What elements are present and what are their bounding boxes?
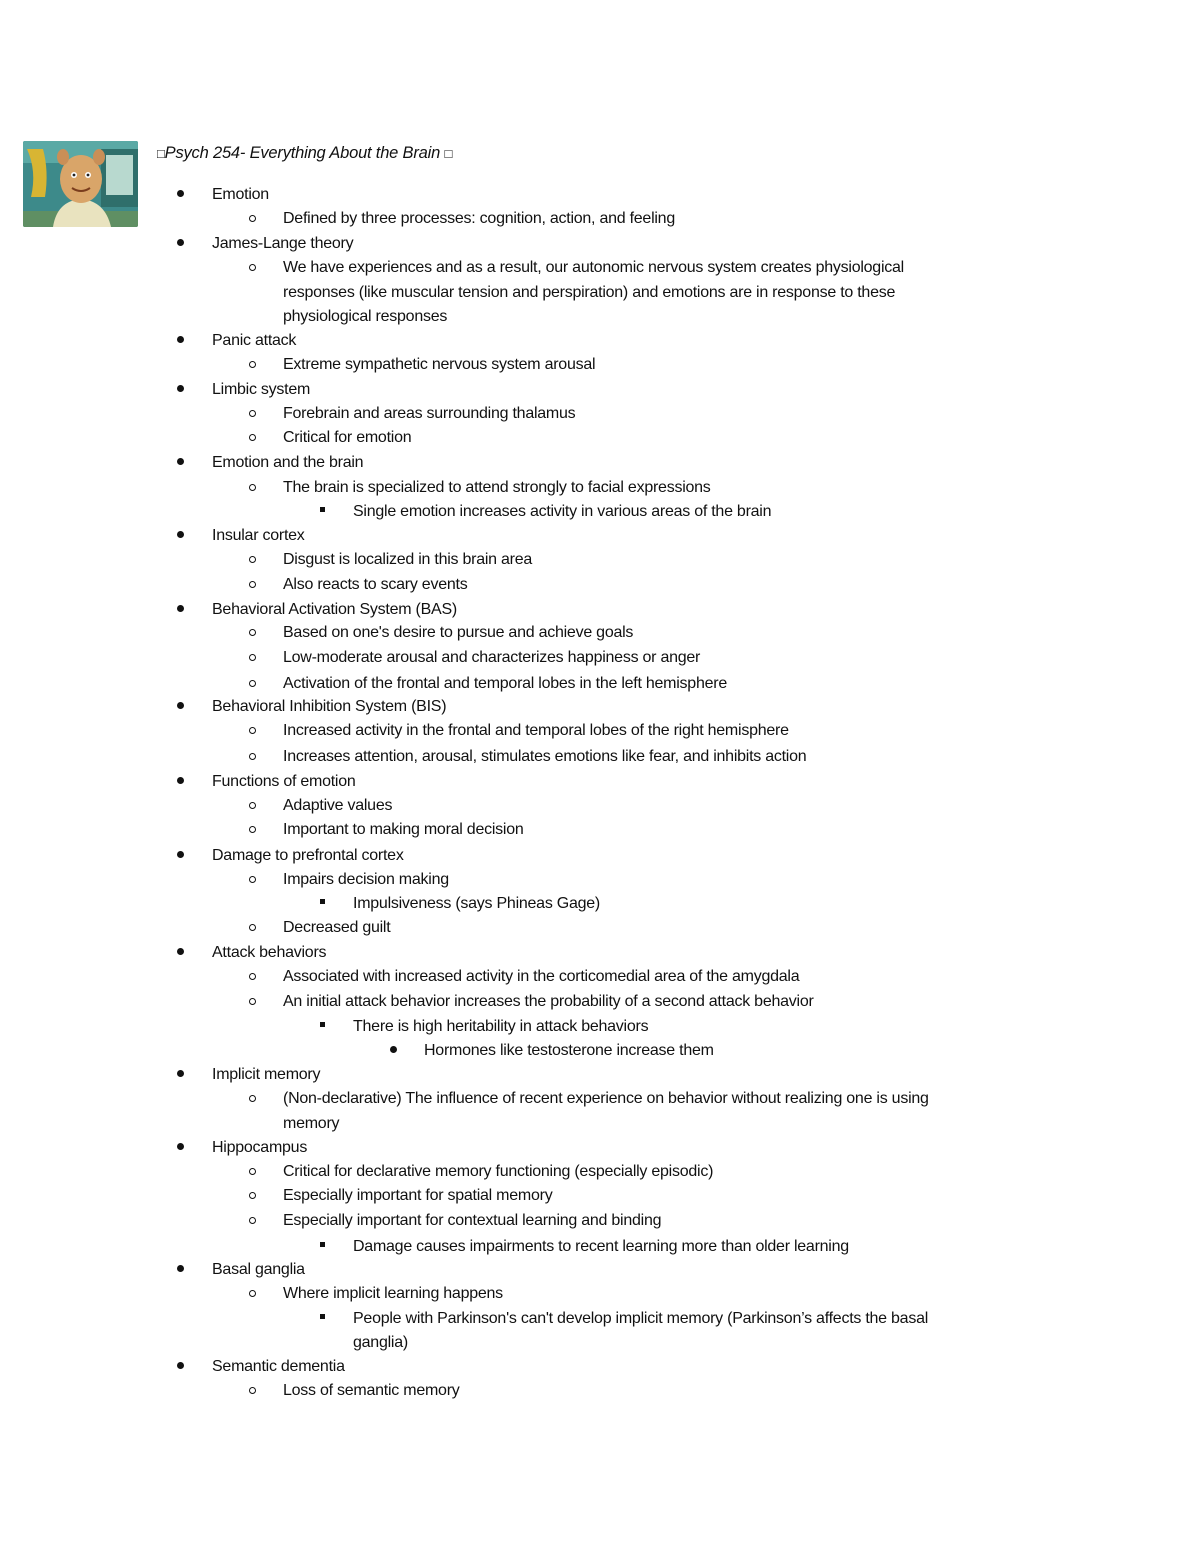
bullet-circle-icon (249, 215, 256, 222)
list-item-level-1: Attack behaviors (212, 944, 327, 961)
list-item-level-2: Impairs decision making (283, 871, 449, 888)
bullet-circle-icon (249, 1387, 256, 1394)
list-item-level-4: Hormones like testosterone increase them (424, 1042, 714, 1059)
list-item-continuation: memory (283, 1115, 340, 1132)
list-item-level-2: Adaptive values (283, 797, 393, 814)
list-item-level-2: Especially important for spatial memory (283, 1187, 553, 1204)
list-item-level-3: People with Parkinson's can't develop implicit memory (Parkinson’s affects the basal (353, 1310, 929, 1327)
bullet-circle-icon (249, 802, 256, 809)
list-item-level-2: Where implicit learning happens (283, 1285, 503, 1302)
list-item-level-1: Behavioral Inhibition System (BIS) (212, 698, 447, 715)
bullet-circle-icon (249, 434, 256, 441)
list-item-level-1: Damage to prefrontal cortex (212, 847, 404, 864)
bullet-disc-icon (177, 1143, 184, 1150)
list-item-level-1: Implicit memory (212, 1066, 321, 1083)
bullet-circle-icon (249, 924, 256, 931)
list-item-level-2: Critical for emotion (283, 429, 412, 446)
list-item-level-2: The brain is specialized to attend strongly to facial expressions (283, 479, 711, 496)
list-item-level-2: Loss of semantic memory (283, 1382, 460, 1399)
bullet-circle-icon (249, 680, 256, 687)
list-item-level-2: Especially important for contextual learning and binding (283, 1212, 662, 1229)
list-item-continuation: physiological responses (283, 308, 448, 325)
bullet-disc-icon (177, 777, 184, 784)
bullet-disc-icon (177, 336, 184, 343)
list-item-level-2: Extreme sympathetic nervous system arousal (283, 356, 596, 373)
bullet-circle-icon (249, 826, 256, 833)
bullet-circle-icon (249, 410, 256, 417)
list-item-level-2: Forebrain and areas surrounding thalamus (283, 405, 576, 422)
bullet-circle-icon (249, 264, 256, 271)
bullet-circle-icon (249, 753, 256, 760)
bullet-disc-icon (177, 458, 184, 465)
bullet-circle-icon (249, 876, 256, 883)
bullet-circle-icon (249, 1217, 256, 1224)
list-item-level-2: Based on one's desire to pursue and achieve goals (283, 624, 634, 641)
list-item-level-1: Panic attack (212, 332, 297, 349)
list-item-level-2: Associated with increased activity in the corticomedial area of the amygdala (283, 968, 800, 985)
list-item-level-3: Single emotion increases activity in various areas of the brain (353, 503, 772, 520)
list-item-level-2: Activation of the frontal and temporal lobes in the left hemisphere (283, 675, 727, 692)
bullet-circle-icon (249, 484, 256, 491)
bullet-disc-icon (177, 948, 184, 955)
bullet-square-icon (320, 507, 325, 512)
page-title (157, 143, 452, 164)
list-item-level-1: Hippocampus (212, 1139, 308, 1156)
list-item-level-2: Disgust is localized in this brain area (283, 551, 533, 568)
bullet-disc-icon (177, 851, 184, 858)
bullet-circle-icon (249, 654, 256, 661)
bullet-square-icon (320, 899, 325, 904)
list-item-level-3: There is high heritability in attack behaviors (353, 1018, 649, 1035)
list-item-level-2: Important to making moral decision (283, 821, 524, 838)
list-item-level-1: Insular cortex (212, 527, 305, 544)
list-item-level-1: Behavioral Activation System (BAS) (212, 601, 457, 618)
box-glyph-icon: □ (444, 146, 453, 161)
list-item-level-1: James-Lange theory (212, 235, 354, 252)
list-item-continuation: ganglia) (353, 1334, 408, 1351)
bullet-disc-icon (177, 239, 184, 246)
box-glyph-icon: □ (157, 146, 165, 161)
bullet-disc-icon (177, 1265, 184, 1272)
list-item-level-1: Emotion and the brain (212, 454, 364, 471)
bullet-circle-icon (249, 1168, 256, 1175)
list-item-level-2: Decreased guilt (283, 919, 391, 936)
bullet-circle-icon (249, 973, 256, 980)
bullet-disc-icon (390, 1046, 397, 1053)
bullet-square-icon (320, 1314, 325, 1319)
bullet-disc-icon (177, 531, 184, 538)
list-item-level-2: Defined by three processes: cognition, action, and feeling (283, 210, 675, 227)
bullet-disc-icon (177, 385, 184, 392)
list-item-level-2: Also reacts to scary events (283, 576, 468, 593)
bullet-disc-icon (177, 190, 184, 197)
bullet-disc-icon (177, 605, 184, 612)
bullet-circle-icon (249, 1192, 256, 1199)
list-item-level-2: An initial attack behavior increases the probability of a second attack behavior (283, 993, 814, 1010)
list-item-level-2: (Non-declarative) The influence of recent experience on behavior without realizing one is using (283, 1090, 929, 1107)
bullet-circle-icon (249, 556, 256, 563)
list-item-level-1: Emotion (212, 186, 269, 203)
bullet-circle-icon (249, 1095, 256, 1102)
list-item-level-2: Critical for declarative memory functioning (especially episodic) (283, 1163, 714, 1180)
list-item-level-1: Semantic dementia (212, 1358, 345, 1375)
list-item-level-2: We have experiences and as a result, our autonomic nervous system creates physiological (283, 259, 904, 276)
bullet-disc-icon (177, 1070, 184, 1077)
bullet-circle-icon (249, 361, 256, 368)
list-item-level-1: Basal ganglia (212, 1261, 305, 1278)
arthur-cartoon-image (23, 141, 138, 227)
page-title-text: Psych 254- Everything About the Brain (164, 144, 445, 162)
list-item-level-3: Damage causes impairments to recent learning more than older learning (353, 1238, 849, 1255)
list-item-level-1: Functions of emotion (212, 773, 356, 790)
bullet-square-icon (320, 1242, 325, 1247)
bullet-circle-icon (249, 998, 256, 1005)
list-item-level-3: Impulsiveness (says Phineas Gage) (353, 895, 600, 912)
list-item-level-2: Increases attention, arousal, stimulates emotions like fear, and inhibits action (283, 748, 807, 765)
list-item-level-2: Low-moderate arousal and characterizes happiness or anger (283, 649, 701, 666)
bullet-square-icon (320, 1022, 325, 1027)
bullet-circle-icon (249, 581, 256, 588)
bullet-circle-icon (249, 629, 256, 636)
bullet-circle-icon (249, 727, 256, 734)
bullet-disc-icon (177, 702, 184, 709)
bullet-disc-icon (177, 1362, 184, 1369)
list-item-continuation: responses (like muscular tension and perspiration) and emotions are in response to these (283, 284, 896, 301)
bullet-circle-icon (249, 1290, 256, 1297)
list-item-level-1: Limbic system (212, 381, 311, 398)
list-item-level-2: Increased activity in the frontal and temporal lobes of the right hemisphere (283, 722, 789, 739)
